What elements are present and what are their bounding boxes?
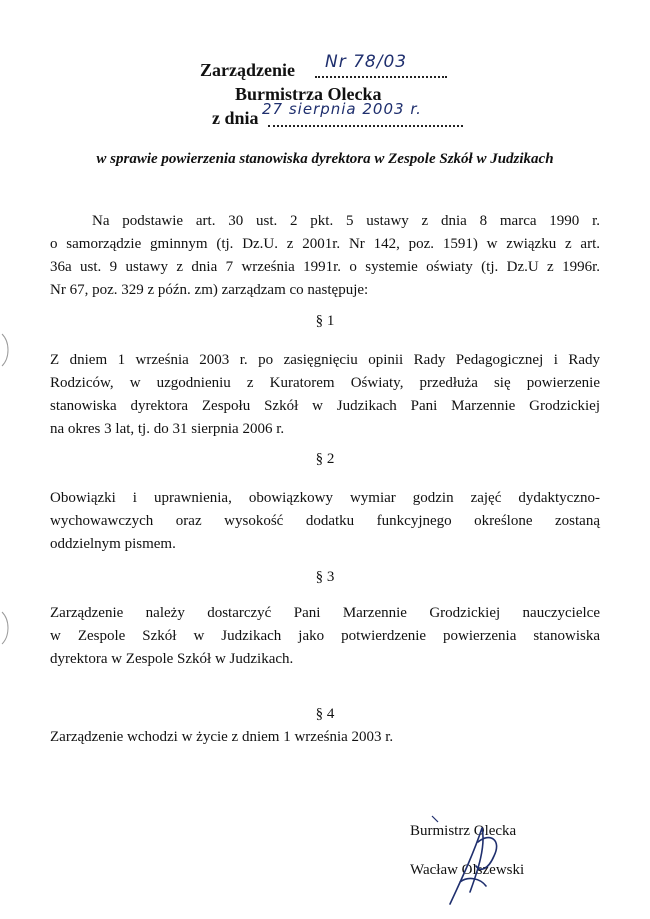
- number-dotted-line: [315, 76, 447, 78]
- section-line: Zarządzenie należy dostarczyć Pani Marzennie Grodzickiej nauczycielce: [50, 605, 600, 621]
- section-line: stanowiska dyrektora Zespołu Szkół w Judzikach Pani Marzennie Grodzickiej: [50, 398, 600, 414]
- section-3-paragraph: [50, 602, 600, 671]
- section-mark-2: § 2: [315, 451, 335, 467]
- handwritten-date: 27 sierpnia 2003 r.: [262, 100, 422, 118]
- section-mark-4: § 4: [315, 706, 335, 722]
- section-line: oddzielnym pismem.: [50, 536, 176, 552]
- punch-hole-mark: [0, 330, 14, 370]
- preamble-line: 36a ust. 9 ustawy z dnia 7 września 1991r. o systemie oświaty (tj. Dz.U z 1996r.: [50, 259, 600, 275]
- section-mark-3: § 3: [315, 569, 335, 585]
- preamble-line: Nr 67, poz. 329 z późn. zm) zarządzam co następuje:: [50, 282, 369, 298]
- subject-line: w sprawie powierzenia stanowiska dyrektora w Zespole Szkół w Judzikach: [96, 151, 554, 167]
- section-1-paragraph: [50, 349, 600, 441]
- signatory-name: Wacław Olszewski: [410, 862, 525, 878]
- section-line: Z dniem 1 września 2003 r. po zasięgnięciu opinii Rady Pedagogicznej i Rady: [50, 352, 600, 368]
- section-mark-1: § 1: [315, 313, 335, 329]
- section-line: w Zespole Szkół w Judzikach jako potwierdzenie powierzenia stanowiska: [50, 628, 600, 644]
- preamble-paragraph: [50, 210, 600, 302]
- handwritten-number: Nr 78/03: [325, 52, 408, 72]
- section-line: wychowawczych oraz wysokość dodatku funkcyjnego określone zostaną: [50, 513, 600, 529]
- date-dotted-line: [268, 125, 463, 127]
- section-4-paragraph: [50, 726, 600, 749]
- section-line: dyrektora w Zespole Szkół w Judzikach.: [50, 651, 294, 667]
- date-prefix: z dnia: [212, 108, 259, 128]
- document-title: Zarządzenie: [200, 60, 295, 80]
- section-line: na okres 3 lat, tj. do 31 sierpnia 2006 r.: [50, 421, 285, 437]
- preamble-line: o samorządzie gminnym (tj. Dz.U. z 2001r. Nr 142, poz. 1591) w związku z art.: [50, 236, 600, 252]
- section-line: Rodziców, w uzgodnieniu z Kuratorem Oświaty, przedłuża się powierzenie: [50, 375, 600, 391]
- signatory-title: Burmistrz Olecka: [410, 823, 517, 839]
- handwritten-signature: [420, 812, 520, 912]
- section-line: Obowiązki i uprawnienia, obowiązkowy wymiar godzin zajęć dydaktyczno-: [50, 490, 600, 506]
- punch-hole-mark: [0, 608, 14, 648]
- section-2-paragraph: [50, 487, 600, 556]
- section-line: Zarządzenie wchodzi w życie z dniem 1 września 2003 r.: [50, 729, 394, 745]
- preamble-line: Na podstawie art. 30 ust. 2 pkt. 5 ustawy z dnia 8 marca 1990 r.: [92, 213, 600, 229]
- issuer-line: Burmistrza Olecka: [235, 84, 382, 104]
